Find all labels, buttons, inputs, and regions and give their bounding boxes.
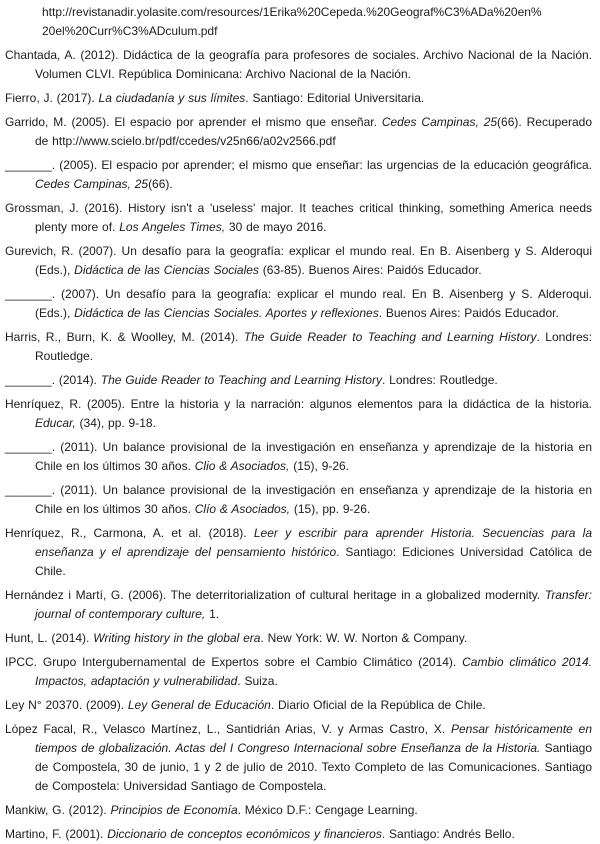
italic-text-run: Clío & Asociados, xyxy=(194,502,291,516)
reference-entry xyxy=(5,825,592,844)
text-run: . New York: W. W. Norton & Company. xyxy=(260,631,468,645)
text-run: Santiago de Compostela, 30 de junio, 1 y 2 de julio de 2010. Texto Completo de las Comunicaciones. Santiago de Compostela: Universidad Santiago de Compostela. xyxy=(35,741,592,793)
text-run: . México D.F.: Cengage Learning. xyxy=(237,803,418,817)
italic-text-run: Educar, xyxy=(35,416,76,430)
text-run: . Santiago: Editorial Universitaria. xyxy=(245,91,425,105)
text-run: _______. (2014). xyxy=(5,373,101,387)
reference-entry xyxy=(5,199,592,237)
text-run: Fierro, J. (2017). xyxy=(5,91,99,105)
reference-entry xyxy=(5,653,592,691)
text-run: (15), 9-26. xyxy=(289,459,350,473)
italic-text-run: Ley General de Educación xyxy=(127,698,271,712)
italic-text-run: Didáctica de las Ciencias Sociales xyxy=(74,263,259,277)
reference-entry xyxy=(5,395,592,433)
text-run: . Santiago: Ediciones Universidad Católica de Chile. xyxy=(35,545,592,578)
italic-text-run: Diccionario de conceptos económicos y financieros xyxy=(107,827,382,841)
text-run: Hunt, L. (2014). xyxy=(5,631,94,645)
text-run: . Buenos Aires: Paidós Educador. xyxy=(378,306,559,320)
reference-entry xyxy=(5,629,592,648)
reference-entry xyxy=(5,801,592,820)
references-list xyxy=(5,3,592,844)
text-run: 20el%20Curr%C3%ADculum.pdf xyxy=(42,24,218,38)
text-run: López Facal, R., Velasco Martínez, L., Santidrián Arias, V. y Armas Castro, X. xyxy=(5,722,451,736)
italic-text-run: La ciudadanía y sus límites xyxy=(98,91,246,105)
text-run: Martino, F. (2001). xyxy=(5,827,108,841)
text-run: (66). xyxy=(148,177,173,191)
text-run: (15), pp. 9-26. xyxy=(290,502,371,516)
reference-entry xyxy=(5,438,592,476)
italic-text-run: The Guide Reader to Teaching and Learning History xyxy=(100,373,382,387)
italic-text-run: Cedes Campinas, 25 xyxy=(35,177,149,191)
reference-entry xyxy=(5,720,592,796)
reference-entry xyxy=(5,371,592,390)
text-run: Henríquez, R., Carmona, A. et al. (2018). xyxy=(5,526,254,540)
text-run: _______. (2011). Un balance provisional de la investigación en enseñanza y aprendizaje de la historia en Chile en los últimos 30 años. xyxy=(5,483,592,516)
reference-entry xyxy=(5,586,592,624)
reference-entry xyxy=(5,481,592,519)
reference-entry xyxy=(5,156,592,194)
italic-text-run: Pensar históricamente en tiempos de globalización. Actas del I Congreso Internacional sobre Enseñanza de la Historia. xyxy=(35,722,592,755)
italic-text-run: Cambio climático 2014. Impactos, adaptación y vulnerabilidad xyxy=(35,655,592,688)
reference-entry xyxy=(5,3,592,41)
text-run: 30 de mayo 2016. xyxy=(225,220,327,234)
text-run: http://revistanadir.yolasite.com/resources/1Erika%20Cepeda.%20Geograf%C3%ADa%20en% xyxy=(42,5,542,19)
italic-text-run: Cedes Campinas, 25 xyxy=(381,115,498,129)
text-run: . Suiza. xyxy=(237,674,278,688)
text-run: 1. xyxy=(205,607,220,621)
italic-text-run: Leer y escribir para aprender Historia. Secuencias para la enseñanza y el aprendizaje del pensamiento histórico xyxy=(35,526,593,559)
text-run: Garrido, M. (2005). El espacio por aprender el mismo que enseñar. xyxy=(5,115,382,129)
reference-entry xyxy=(5,46,592,84)
text-run: (66). Recuperado de http://www.scielo.br/pdf/ccedes/v25n66/a02v2566.pdf xyxy=(35,115,593,148)
italic-text-run: Clio & Asociados, xyxy=(194,459,290,473)
reference-entry xyxy=(5,696,592,715)
italic-text-run: Principios de Economía xyxy=(110,803,238,817)
text-run: _______. (2007). Un desafío para la geografía: explicar el mundo real. En B. Aisenberg y S. Alderoqui. (Eds.), xyxy=(5,287,592,320)
text-run: Grossman, J. (2016). History isn't a 'useless' major. It teaches critical thinking, something America needs plenty more of. xyxy=(5,201,592,234)
text-run: (63-85). Buenos Aires: Paidós Educador. xyxy=(258,263,482,277)
reference-entry xyxy=(5,285,592,323)
text-run: Hernández i Martí, G. (2006). The deterritorialization of cultural heritage in a globalized modernity. xyxy=(5,588,545,602)
text-run: . Santiago: Andrés Bello. xyxy=(381,827,515,841)
reference-entry xyxy=(5,113,592,151)
reference-entry xyxy=(5,242,592,280)
italic-text-run: Transfer: journal of contemporary culture, xyxy=(35,588,592,621)
text-run: Harris, R., Burn, K. & Woolley, M. (2014). xyxy=(5,330,244,344)
text-run: . Diario Oficial de la República de Chile. xyxy=(270,698,486,712)
reference-entry xyxy=(5,524,592,581)
text-run: Chantada, A. (2012). Didáctica de la geografía para profesores de sociales. Archivo Nacional de la Nación. Volumen CLVI. República Dominicana: Archivo Nacional de la Nación. xyxy=(5,48,592,81)
text-run: Gurevich, R. (2007). Un desafío para la geografía: explicar el mundo real. En B. Aisenberg y S. Alderoqui (Eds.), xyxy=(5,244,592,277)
text-run: . Londres: Routledge. xyxy=(381,373,498,387)
text-run: Henríquez, R. (2005). Entre la historia y la narración: algunos elementos para la didáctica de la historia. xyxy=(5,397,592,411)
italic-text-run: Didáctica de las Ciencias Sociales. Aportes y reflexiones xyxy=(74,306,379,320)
text-run: _______. (2005). El espacio por aprender; el mismo que enseñar: las urgencias de la educación geográfica. xyxy=(5,158,592,172)
text-run: IPCC. Grupo Intergubernamental de Expertos sobre el Cambio Climático (2014). xyxy=(5,655,463,669)
text-run: _______. (2011). Un balance provisional de la investigación en enseñanza y aprendizaje de la historia en Chile en los últimos 30 años. xyxy=(5,440,592,473)
italic-text-run: The Guide Reader to Teaching and Learning History xyxy=(243,330,537,344)
reference-entry xyxy=(5,89,592,108)
text-run: . Londres: Routledge. xyxy=(35,330,593,363)
italic-text-run: Writing history in the global era xyxy=(93,631,261,645)
reference-entry xyxy=(5,328,592,366)
italic-text-run: Los Angeles Times, xyxy=(119,220,226,234)
text-run: Ley N° 20370. (2009). xyxy=(5,698,128,712)
text-run: Mankiw, G. (2012). xyxy=(5,803,111,817)
text-run: (34), pp. 9-18. xyxy=(75,416,156,430)
